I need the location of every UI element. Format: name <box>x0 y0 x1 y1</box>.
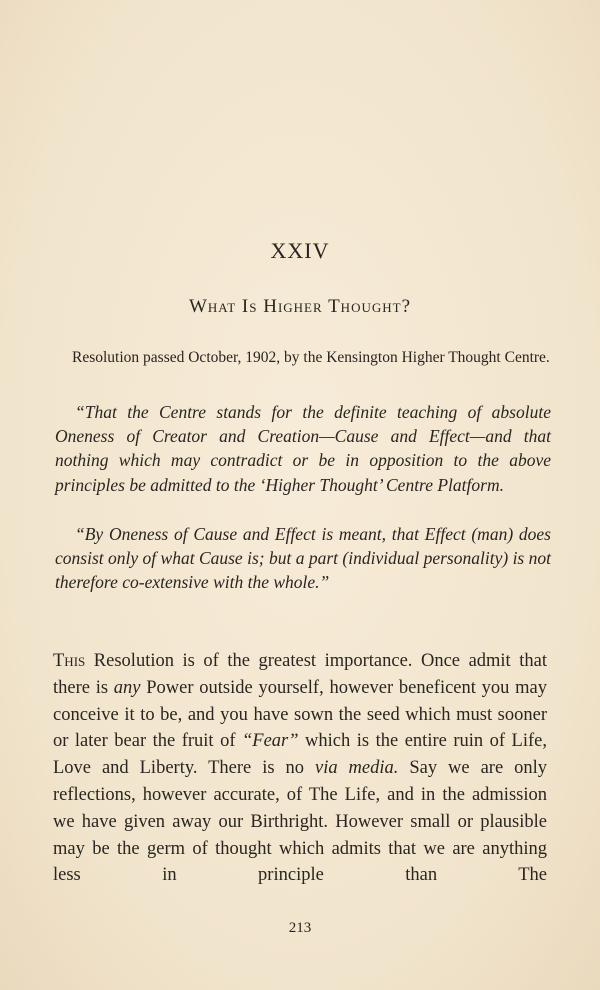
body-text-segment: which is the entire ruin of Life, Love and Liberty. There is no <box>53 731 547 779</box>
body-text-segment: Resolution is of the greatest importance. Once admit that there is <box>53 651 547 698</box>
emphasis-any: any <box>113 677 141 698</box>
body-paragraph <box>53 648 547 889</box>
quote-paragraph-1: “That the Centre stands for the definite teaching of absolute Oneness of Creator and Creation—Cause and Effect—and that nothing which may contradict or be in opposition to the above principles be admitted to the ‘Higher Thought’ Centre Platform. <box>55 402 551 495</box>
resolution-quote-1 <box>55 400 551 497</box>
emphasis-via-media: via media. <box>314 758 399 779</box>
chapter-number: XXIV <box>270 238 330 263</box>
chapter-title: What Is Higher Thought? <box>188 296 412 317</box>
body-text-segment: Say we are only reflections, however accurate, of The Life, and in the admission we have given away our Birthright. However small or plausible may be the germ of thought which admits that we are anything less in principle than The <box>53 758 548 886</box>
resolution-quote-2 <box>55 522 551 595</box>
page-number: 213 <box>288 920 312 936</box>
emphasis-fear: “Fear” <box>242 731 299 752</box>
quote-paragraph-2: “By Oneness of Cause and Effect is meant, that Effect (man) does consist only of what Cause is; but a part (individual personality) is not therefore co-extensive with the whole.” <box>55 524 551 593</box>
body-text-segment: Power outside yourself, however beneficent you may conceive it to be, and you have sown the seed which must sooner or later bear the fruit of <box>53 677 547 752</box>
resolution-intro: Resolution passed October, 1902, by the Kensington Higher Thought Centre. <box>72 349 550 366</box>
lead-word: This <box>53 651 86 671</box>
